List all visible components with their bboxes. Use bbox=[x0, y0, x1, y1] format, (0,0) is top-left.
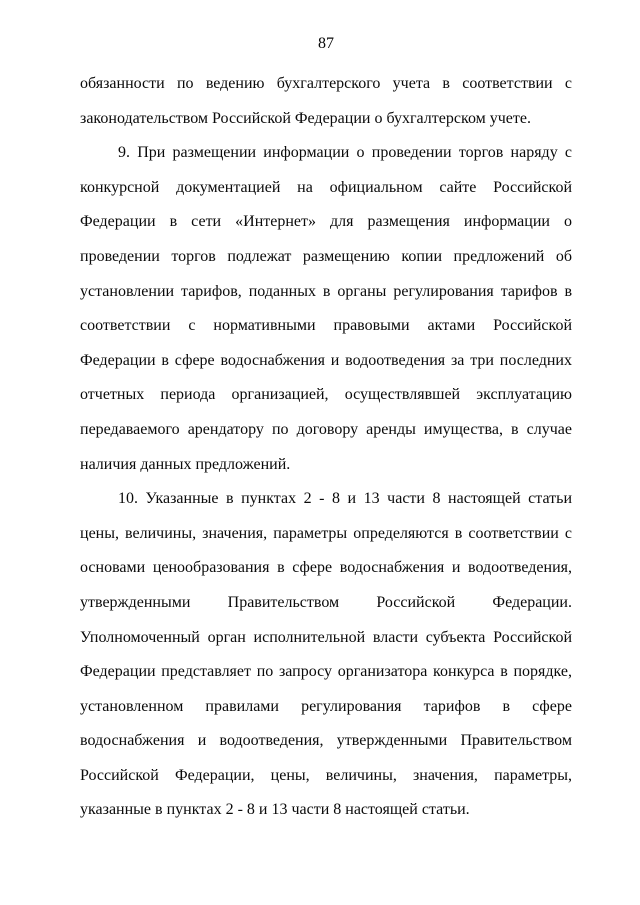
paragraph-clause-9: 9. При размещении информации о проведении торгов наряду с конкурсной документацией на официальном сайте Российской Федерации в сети «Интернет» для размещения информации о проведении торгов подлежат размещению копии предложений об установлении тарифов, поданных в органы регулирования тарифов в соответствии с нормативными правовыми актами Российской Федерации в сфере водоснабжения и водоотведения за три последних отчетных периода организацией, осуществлявшей эксплуатацию передаваемого арендатору по договору аренды имущества, в случае наличия данных предложений. bbox=[80, 144, 572, 473]
page-number: 87 bbox=[318, 35, 334, 52]
paragraph-clause-10: 10. Указанные в пунктах 2 - 8 и 13 части 8 настоящей статьи цены, величины, значения, параметры определяются в соответствии с основами ценообразования в сфере водоснабжения и водоотведения, утвержденными Правительством Российской Федерации. Уполномоченный орган исполнительной власти субъекта Российской Федерации представляет по запросу организатора конкурса в порядке, установленном правилами регулирования тарифов в сфере водоснабжения и водоотведения, утвержденными Правительством Российской Федерации, цены, величины, значения, параметры, указанные в пунктах 2 - 8 и 13 части 8 настоящей статьи. bbox=[80, 490, 572, 819]
document-body bbox=[80, 67, 572, 828]
paragraph-continuation: обязанности по ведению бухгалтерского учета в соответствии с законодательством Российской Федерации о бухгалтерском учете. bbox=[80, 75, 572, 127]
